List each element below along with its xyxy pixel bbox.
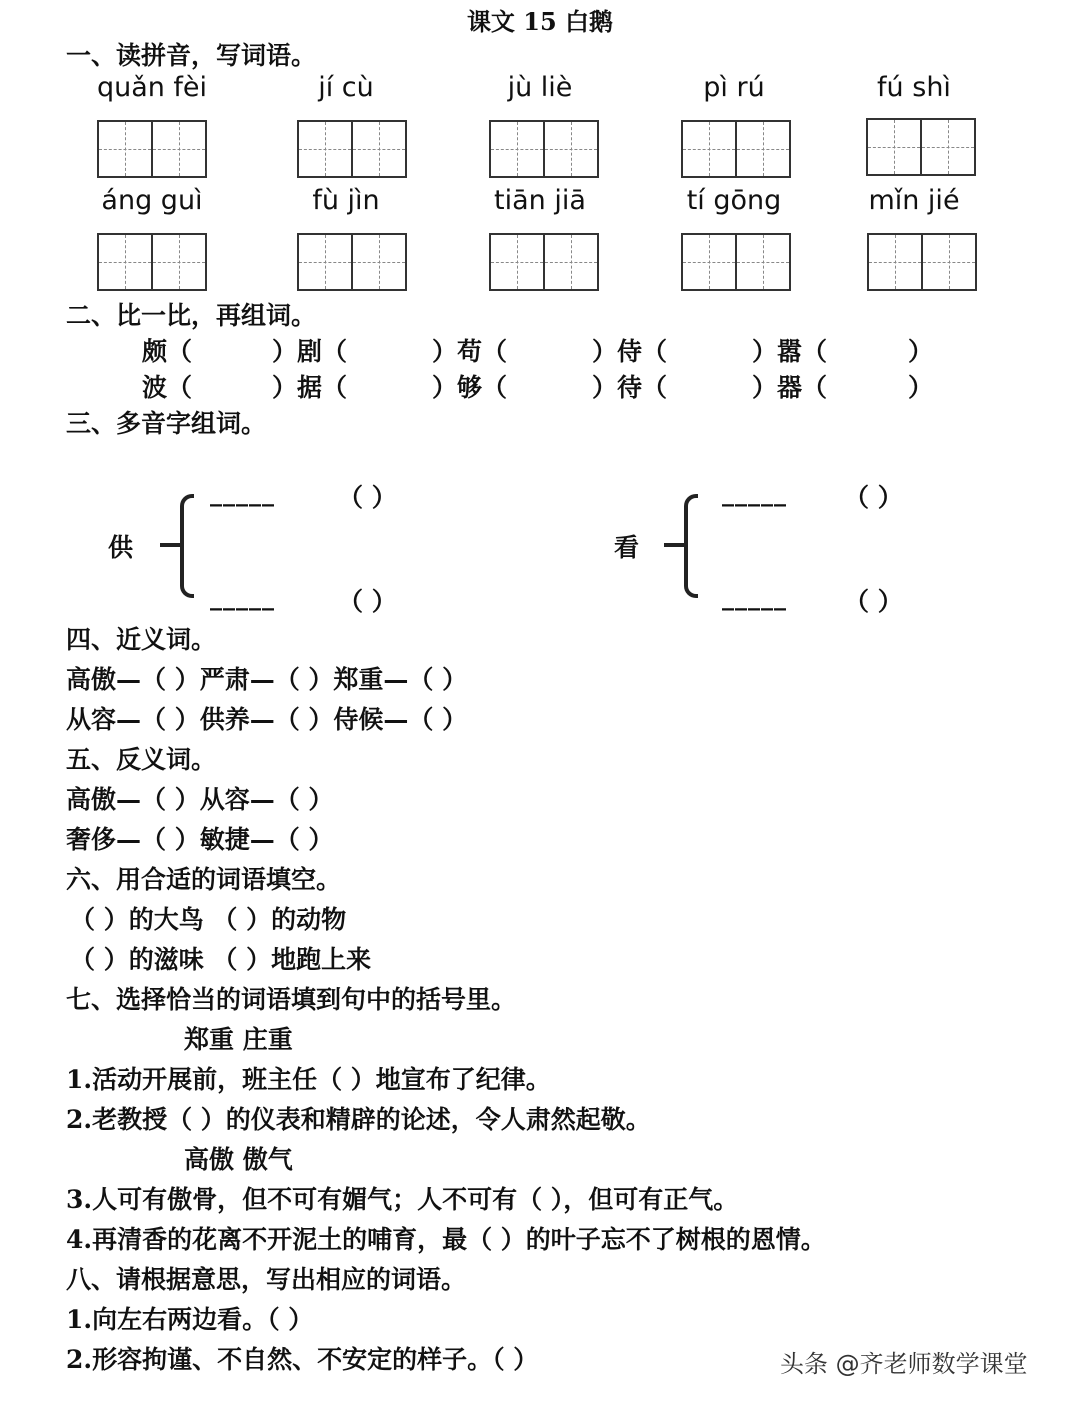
watermark: 头条 @齐老师数学课堂 <box>780 1350 1028 1378</box>
pinyin-10: mǐn jié <box>868 185 960 216</box>
compare-item: ）器（ <box>752 373 828 402</box>
word-choices-1: 郑重 庄重 <box>184 1025 293 1054</box>
pinyin-5: fú shì <box>877 72 951 103</box>
pinyin-blank: _____ <box>210 478 275 507</box>
fill-line-2: （ ）的滋味 （ ）地跑上来 <box>70 945 372 974</box>
compare-item: ）剧（ <box>272 337 348 366</box>
pinyin-2: jí cù <box>318 72 374 103</box>
brace-connector <box>664 543 686 547</box>
word-blank: （ ） <box>844 483 903 512</box>
writing-box[interactable] <box>97 233 207 291</box>
question-4: 4.再清香的花离不开泥土的哺育，最（ ）的叶子忘不了树根的恩情。 <box>66 1225 826 1254</box>
antonym-line-2: 奢侈—（ ）敏捷—（ ） <box>66 825 334 854</box>
definition-2: 2.形容拘谨、不自然、不安定的样子。（ ） <box>66 1345 539 1374</box>
pinyin-7: fù jìn <box>312 185 380 216</box>
compare-item: ）够（ <box>432 373 508 402</box>
polyphone-char: 看 <box>614 533 640 562</box>
pinyin-8: tiān jiā <box>494 185 586 216</box>
word-blank: （ ） <box>844 587 903 616</box>
pinyin-6: áng guì <box>101 185 203 216</box>
brace <box>684 494 698 598</box>
question-3: 3.人可有傲骨，但不可有媚气；人不可有（ ），但可有正气。 <box>66 1185 739 1214</box>
writing-box[interactable] <box>297 233 407 291</box>
section-7-heading: 七、选择恰当的词语填到句中的括号里。 <box>66 985 517 1014</box>
writing-box[interactable] <box>681 233 791 291</box>
brace <box>180 494 194 598</box>
question-2: 2.老教授（ ）的仪表和精辟的论述，令人肃然起敬。 <box>66 1105 651 1134</box>
brace-connector <box>160 543 182 547</box>
definition-1: 1.向左右两边看。（ ） <box>66 1305 314 1334</box>
writing-box[interactable] <box>489 233 599 291</box>
section-3-heading: 三、多音字组词。 <box>66 409 267 438</box>
section-1-heading: 一、读拼音，写词语。 <box>66 41 317 70</box>
pinyin-blank: _____ <box>210 582 275 611</box>
pinyin-4: pì rú <box>703 72 765 103</box>
writing-box[interactable] <box>297 120 407 178</box>
compare-item: 波（ <box>142 373 193 402</box>
synonym-line-2: 从容—（ ）供养—（ ）侍候—（ ） <box>66 705 468 734</box>
pinyin-1: quǎn fèi <box>96 72 208 103</box>
fill-line-1: （ ）的大鸟 （ ）的动物 <box>70 905 347 934</box>
compare-item: ）苟（ <box>432 337 508 366</box>
compare-item: 颇（ <box>142 337 193 366</box>
section-4-heading: 四、近义词。 <box>66 625 217 654</box>
question-1: 1.活动开展前，班主任（ ）地宣布了纪律。 <box>66 1065 551 1094</box>
compare-item: ）侍（ <box>592 337 668 366</box>
page-title: 课文 15 白鹅 <box>466 7 614 36</box>
writing-box[interactable] <box>867 233 977 291</box>
compare-item: ）据（ <box>272 373 348 402</box>
word-blank: （ ） <box>338 587 397 616</box>
pinyin-blank: _____ <box>722 582 787 611</box>
section-2-heading: 二、比一比，再组词。 <box>66 301 317 330</box>
compare-item: ）待（ <box>592 373 668 402</box>
compare-item: ） <box>908 337 934 366</box>
synonym-line-1: 高傲—（ ）严肃—（ ）郑重—（ ） <box>66 665 468 694</box>
section-6-heading: 六、用合适的词语填空。 <box>66 865 342 894</box>
word-choices-2: 高傲 傲气 <box>184 1145 293 1174</box>
pinyin-3: jù liè <box>507 72 573 103</box>
compare-item: ）嚣（ <box>752 337 828 366</box>
writing-box[interactable] <box>489 120 599 178</box>
section-8-heading: 八、请根据意思，写出相应的词语。 <box>66 1265 467 1294</box>
pinyin-9: tí gōng <box>686 185 782 216</box>
antonym-line-1: 高傲—（ ）从容—（ ） <box>66 785 334 814</box>
writing-box[interactable] <box>866 118 976 176</box>
pinyin-blank: _____ <box>722 478 787 507</box>
section-5-heading: 五、反义词。 <box>66 745 217 774</box>
polyphone-char: 供 <box>108 533 134 562</box>
writing-box[interactable] <box>681 120 791 178</box>
compare-item: ） <box>908 373 934 402</box>
word-blank: （ ） <box>338 483 397 512</box>
writing-box[interactable] <box>97 120 207 178</box>
